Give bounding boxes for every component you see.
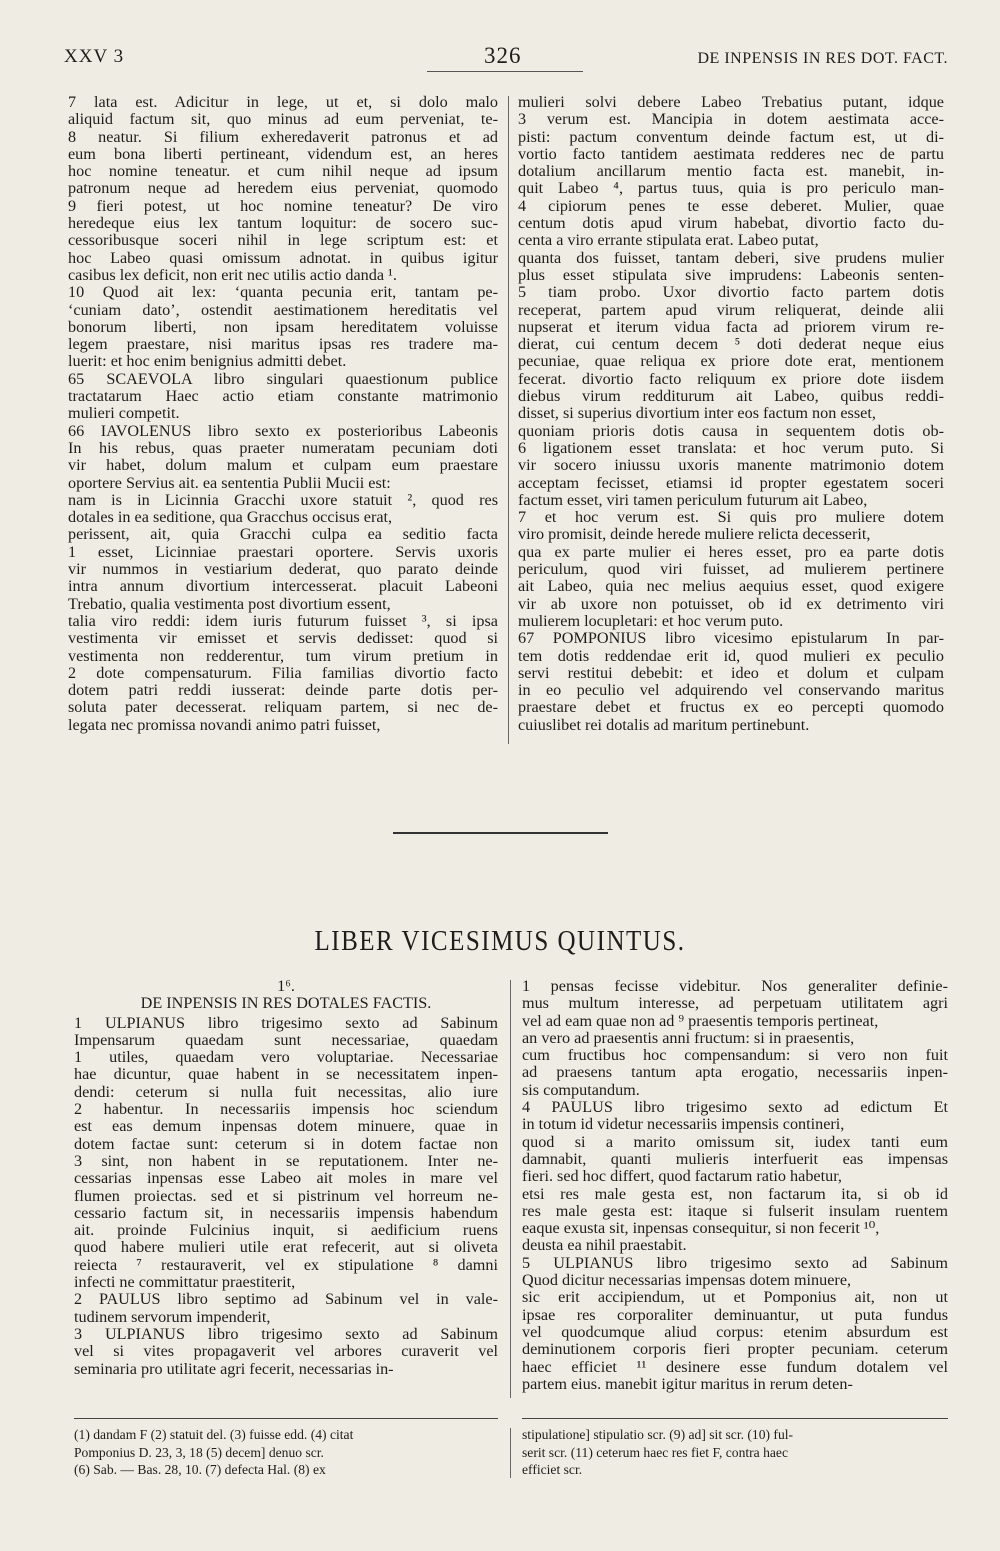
footnote-line: (1) dandam F (2) statuit del. (3) fuisse edd. (4) citat	[74, 1427, 354, 1442]
text-line: 65 SCAEVOLA libro singulari quaestionum publice	[68, 369, 498, 388]
running-head-right: DE INPENSIS IN RES DOT. FACT.	[697, 50, 948, 67]
text-line: 4 cipiorum penes te esse deberet. Mulier, quae	[518, 196, 944, 215]
running-head-left: XXV 3	[64, 46, 125, 67]
text-line: soluta pater decesserat. reliquam partem, si nec de-	[68, 698, 498, 717]
text-line: servi restitui debebit: et ideo et dolum et culpam	[518, 663, 944, 682]
text-line: 6 ligationem esset translata: et hoc verum puto. Si	[518, 438, 944, 457]
text-line: legata nec promissa novandi animo patri fuisset,	[68, 715, 381, 734]
text-line: vir nummos in vestiarium dederat, quo parato deinde	[68, 560, 498, 579]
text-line: qua ex parte mulier ei heres esset, pro ea parte dotis	[518, 542, 944, 561]
text-line: hoc Labeo quasi omissum adnotat. in quibus igitur	[68, 248, 498, 267]
text-line: tractatarum Haec actio etiam constante matrimonio	[68, 387, 498, 406]
top-left-column	[68, 94, 498, 734]
text-line: fecerat. divortio facto reliquum ex priore dote iisdem	[518, 369, 944, 388]
text-line: 1 ULPIANUS libro trigesimo sexto ad Sabinum	[74, 1013, 498, 1032]
text-line: in totum id videtur necessariis impensis contineri,	[522, 1115, 845, 1134]
text-line: vel ad eam quae non ad ⁹ praesentis temporis pertineat,	[522, 1011, 879, 1030]
text-line: vestimenta vir emisset et servis dedisset: quod si	[68, 629, 498, 648]
text-line: quod habere mulieri utile erat refecerit, aut si oliveta	[74, 1238, 498, 1257]
text-line: cessarias inpensas esse Labeo ait moles in mare vel	[74, 1169, 498, 1188]
text-line: vir socero iniussu uxoris manente matrimonio dotem	[518, 456, 944, 475]
text-line: vortio facto tantidem aestimata redderes nec de partu	[518, 144, 944, 163]
title-number: 1⁶.	[277, 977, 295, 995]
text-line: 7 lata est. Adicitur in lege, ut et, si dolo malo	[68, 93, 498, 111]
text-line: Quod dicitur necessarias impensas dotem minuere,	[522, 1271, 852, 1290]
bottom-left-column	[74, 978, 498, 1378]
text-line: dotem factae sunt: ceterum si in dotem factae non	[74, 1134, 498, 1153]
text-line: casibus lex deficit, non erit nec utilis actio danda ¹.	[68, 265, 397, 284]
text-line: Impensarum quaedam sunt necessariae, quaedam	[74, 1030, 498, 1049]
footnote-line: (6) Sab. — Bas. 28, 10. (7) defecta Hal. (8) ex	[74, 1462, 326, 1477]
text-line: hae dicuntur, quae habent in se necessitatem inpen-	[74, 1065, 498, 1084]
text-line: deminutionem corporis fieri propter pecuniam. ceterum	[522, 1340, 948, 1359]
text-line: 2 habentur. In necessariis impensis hoc sciendum	[74, 1100, 498, 1119]
footnotes-left	[74, 1426, 504, 1479]
text-line: an vero ad praesentis anni fructum: si in praesentis,	[522, 1028, 855, 1047]
text-line: acceptam fecisset, etiamsi id propter egestatem soceri	[518, 473, 944, 492]
text-line: 2 PAULUS libro septimo ad Sabinum vel in vale-	[74, 1290, 498, 1309]
text-line: plus esset stipulata sive imprudens: Labeonis senten-	[518, 265, 944, 284]
text-line: 7 et hoc verum est. Si quis pro muliere dotem	[518, 508, 944, 527]
column-divider-bottom	[510, 980, 511, 1398]
text-line: res male gesta est: itaque si fulserit insulam ruentem	[522, 1201, 948, 1220]
text-line: intra annum divortium intercesserat. placuit Labeoni	[68, 577, 498, 596]
text-line: cessario factum sit, in necessariis impensis habendum	[74, 1203, 498, 1222]
text-line: flumen proiectas. sed et si pistrinum vel horreum ne-	[74, 1186, 498, 1205]
text-line: 1 utiles, quaedam vero voluptariae. Necessariae	[74, 1048, 498, 1067]
text-line: 2 dote compensaturum. Filia familias divortio facto	[68, 663, 498, 682]
text-line: dotalium ancillarum mentio facta est. manebit, in-	[518, 162, 944, 181]
text-line: 3 sint, non habent in se reputationem. Inter ne-	[74, 1151, 498, 1170]
text-line: cessoribusque soceri nihil in lege scriptum est: et	[68, 231, 498, 250]
text-line: bonorum liberti, non ipsam hereditatem voluisse	[68, 317, 498, 336]
text-line: tudinem servorum impenderit,	[74, 1307, 271, 1326]
text-line: talia viro reddi: idem iuris futurum fuisset ³, si ipsa	[68, 611, 498, 630]
text-line: perissent, ait, quia Gracchi culpa ea seditio facta	[68, 525, 498, 544]
text-line: ait. proinde Fulcinius inquit, si aedificium ruens	[74, 1221, 498, 1240]
text-line: 1 esset, Licinniae praestari oportere. Servis uxoris	[68, 542, 498, 561]
column-divider-top	[508, 96, 509, 744]
text-line: vir ab uxore non potuisset, ob id ex detrimento viri	[518, 594, 944, 613]
text-line: dendi: ceterum si nulla fuit necessitas, alio iure	[74, 1082, 498, 1101]
text-line: 9 fieri potest, ut hoc nomine teneatur? De viro	[68, 196, 498, 215]
footnote-line: serit scr. (11) ceterum haec res fiet F, contra haec	[522, 1444, 788, 1460]
footnote-line: Pomponius D. 23, 3, 18 (5) decem] denuo scr.	[74, 1444, 324, 1460]
text-line: quit Labeo ⁴, partus tuus, quia is pro periculo man-	[518, 179, 944, 198]
text-line: hoc nomine teneatur. et cum nihil neque ad ipsum	[68, 162, 498, 181]
footnote-line: stipulatione] stipulatio scr. (9) ad] sit scr. (10) ful-	[522, 1427, 794, 1442]
text-line: 66 IAVOLENUS libro sexto ex posterioribus Labeonis	[68, 421, 498, 440]
text-line: factum esset, viri tamen periculum futurum ait Labeo,	[518, 490, 868, 509]
text-line: 10 Quod ait lex: ‘quanta pecunia erit, tantam pe-	[68, 283, 498, 302]
text-line: 3 ULPIANUS libro trigesimo sexto ad Sabinum	[74, 1324, 498, 1343]
footnote-divider	[510, 1428, 511, 1478]
text-line: vestimenta non redderentur, tum virum pretium in	[68, 646, 498, 665]
book-title: LIBER VICESIMUS QUINTUS.	[314, 925, 686, 957]
text-line: vel si vites propagaverit vel arbores curaverit vel	[74, 1342, 498, 1361]
text-line: infecti ne committatur praestiterit,	[74, 1273, 296, 1292]
text-line: mulierem locupletari: et hoc verum puto.	[518, 611, 784, 630]
text-line: dotem patri reddi iusserat: deinde parte dotis per-	[68, 681, 498, 700]
text-line: heredeque eius lex tantum loquitur: de socero suc-	[68, 214, 498, 233]
text-line: vel quodcumque aliud corpus: etenim absurdum est	[522, 1322, 948, 1341]
text-line: vir habet, dolum malum et culpam eum praestare	[68, 456, 498, 475]
top-right-column	[518, 94, 944, 734]
text-line: est eas demum inpensas dotem minuere, quae in	[74, 1117, 498, 1136]
text-line: In his rebus, quas praeter numeratam pecuniam doti	[68, 438, 498, 457]
text-line: patronum neque ad heredem eius perveniat, quomodo	[68, 179, 498, 198]
footnote-line: efficiet scr.	[522, 1462, 583, 1477]
title-heading: DE INPENSIS IN RES DOTALES FACTIS.	[140, 994, 432, 1013]
text-line: etsi res male gesta est, non factarum ita, si ob id	[522, 1184, 948, 1203]
text-line: sic erit accipiendum, ut et Pomponius ait, non ut	[522, 1288, 948, 1307]
text-line: praestare debet et fructus ex eo percepti quomodo	[518, 698, 944, 717]
footnote-rule-left	[74, 1418, 498, 1419]
text-line: haec efficiet ¹¹ desinere esse fundum dotalem vel	[522, 1357, 948, 1376]
text-line: aliquid factum sit, quo minus ad eum perveniat, te-	[68, 110, 498, 129]
text-line: periculum, quod viri fuisset, ad mulierem pertinere	[518, 560, 944, 579]
text-line: cum fructibus hoc compensandum: si vero non fuit	[522, 1046, 948, 1065]
bottom-right-column	[522, 978, 948, 1393]
text-line: 8 neatur. Si filium exheredaverit patronus et ad	[68, 127, 498, 146]
text-line: 5 tiam probo. Uxor divortio facto partem dotis	[518, 283, 944, 302]
text-line: pisti: pactum conventum deinde factum est, ut di-	[518, 127, 944, 146]
text-line: ipsae res corporaliter deminuantur, ut puta fundus	[522, 1305, 948, 1324]
text-line: nam is in Licinnia Gracchi uxore statuit ², quod res	[68, 490, 498, 509]
text-line: nupserat et iterum vidua facta ad priorem virum re-	[518, 317, 944, 336]
text-line: tem dotis reddendae erit id, quod mulieri ex peculio	[518, 646, 944, 665]
page-number: 326	[484, 43, 522, 68]
text-line: quod si a marito omissum sit, iudex tanti eum	[522, 1132, 948, 1151]
text-line: 4 PAULUS libro trigesimo sexto ad edictum Et	[522, 1098, 948, 1117]
text-line: cuiuslibet rei dotalis ad maritum pertinebunt.	[518, 715, 810, 734]
text-line: mus multum interesse, ad perpetuam utilitatem agri	[522, 994, 948, 1013]
text-line: receperat, partem apud virum reliquerat, deinde alii	[518, 300, 944, 319]
text-line: legem praestare, nisi maritus ipsas res tradere ma-	[68, 335, 498, 354]
section-separator	[393, 832, 608, 834]
text-line: luerit: et hoc enim benignius admitti debet.	[68, 352, 347, 371]
text-line: pecuniae, quae reliqua ex priore dote erat, mentionem	[518, 352, 944, 371]
text-line: 3 verum est. Mancipia in dotem aestimata acce-	[518, 110, 944, 129]
text-line: centum dotis apud virum habebat, divortio facto du-	[518, 214, 944, 233]
text-line: mulieri competit.	[68, 404, 180, 423]
text-line: seminaria pro utilitate agri fecerit, necessarias in-	[74, 1359, 394, 1378]
text-line: disset, si superius divortium inter eos factum non esset,	[518, 404, 876, 423]
text-line: sis computandum.	[522, 1080, 640, 1099]
text-line: dotales in ea seditione, qua Gracchus occisus erat,	[68, 508, 393, 527]
text-line: eaque exusta sit, inpensas consequitur, si non fecerit ¹⁰,	[522, 1219, 880, 1238]
text-line: ad praesens tantum apta erogatio, necessariis inpen-	[522, 1063, 948, 1082]
text-line: fieri. sed hoc differt, quod factarum ratio habetur,	[522, 1167, 842, 1186]
header-rule	[427, 71, 583, 72]
footnote-rule-right	[522, 1418, 948, 1419]
text-line: reiecta ⁷ restauraverit, vel ex stipulatione ⁸ damni	[74, 1255, 498, 1274]
text-line: deusta ea nihil praestabit.	[522, 1236, 687, 1255]
text-line: in eo peculio vel adquirendo vel conservando maritus	[518, 681, 944, 700]
text-line: 1 pensas fecisse videbitur. Nos generaliter definie-	[522, 977, 948, 995]
text-line: 5 ULPIANUS libro trigesimo sexto ad Sabinum	[522, 1253, 948, 1272]
text-line: ait Labeo, quia nec melius aequius esset, quod exigere	[518, 577, 944, 596]
text-line: dierat, cui centum decem ⁵ doti dederat neque eius	[518, 335, 944, 354]
text-line: centa a viro errante stipulata erat. Labeo putat,	[518, 231, 819, 250]
text-line: Trebatio, qualia vestimenta post divortium essent,	[68, 594, 391, 613]
text-line: mulieri solvi debere Labeo Trebatius putant, idque	[518, 93, 944, 111]
text-line: oportere Servius ait. ea sententia Publii Mucii est:	[68, 473, 391, 492]
text-line: eum bona liberti pertineant, videndum est, an heres	[68, 144, 498, 163]
text-line: ‘cuniam dato’, ostendit aestimationem hereditatis vel	[68, 300, 498, 319]
text-line: quoniam prioris dotis causa in sequentem dotis ob-	[518, 421, 944, 440]
text-line: diebus virum redditurum ait Labeo, quibus reddi-	[518, 387, 944, 406]
footnotes-right	[522, 1426, 952, 1479]
text-line: viro promisit, deinde herede muliere relicta decesserit,	[518, 525, 871, 544]
text-line: quanta dos fuisset, tantam deberi, sive prudens mulier	[518, 248, 944, 267]
text-line: damnabit, quanti mulieris interfuerit eas impensas	[522, 1149, 948, 1168]
text-line: partem eius. manebit igitur maritus in rerum deten-	[522, 1374, 853, 1393]
text-line: 67 POMPONIUS libro vicesimo epistularum In par-	[518, 629, 944, 648]
